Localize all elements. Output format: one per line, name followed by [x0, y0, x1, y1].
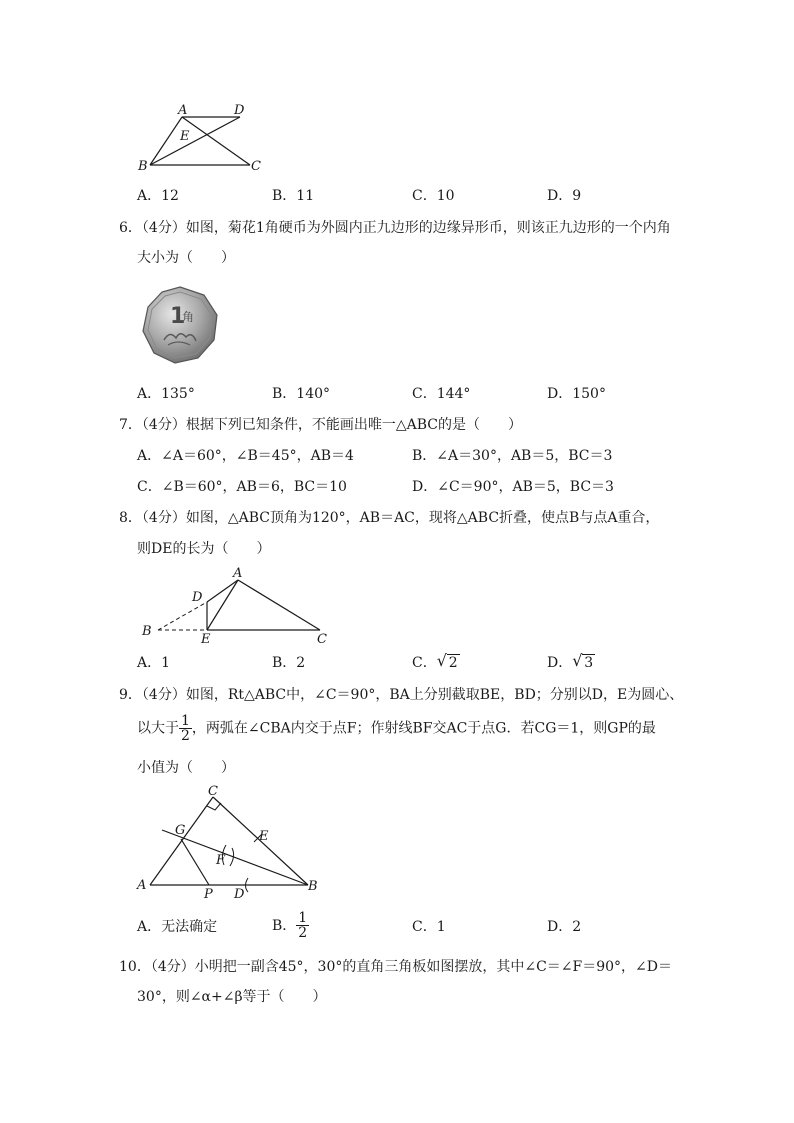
q8-option-d[interactable]	[547, 653, 595, 673]
q9-fraction-num: 1	[181, 713, 190, 729]
q5-option-b[interactable]: B．11	[272, 188, 315, 204]
q5-option-c[interactable]: C．10	[412, 188, 455, 204]
q8-option-d-sqrt: √ 3	[572, 651, 594, 671]
q8-label-c: C	[317, 632, 327, 647]
q8-option-b[interactable]: B．2	[272, 655, 306, 671]
q9-option-d[interactable]: D．2	[547, 919, 582, 935]
q8-option-c-radicand: 2	[448, 655, 458, 671]
q9-label-e: E	[259, 829, 269, 844]
q9-label-g: G	[175, 823, 186, 838]
q8-label-a: A	[233, 566, 243, 581]
q5-label-c: C	[251, 159, 261, 174]
q9-stem-line3: 小值为（ ）	[137, 760, 235, 776]
q9-option-b-num: 1	[298, 910, 308, 926]
coin-image	[140, 285, 220, 365]
q9-option-c[interactable]: C．1	[412, 919, 446, 935]
q8-label-b: B	[142, 624, 152, 639]
q8-label-e: E	[201, 632, 211, 647]
q9-label-a: A	[137, 878, 147, 893]
q6-stem-line2: 大小为（ ）	[137, 250, 235, 266]
q9-option-b-den: 2	[298, 925, 308, 941]
q9-fraction-den: 2	[181, 728, 190, 744]
q5-option-d[interactable]: D．9	[547, 188, 582, 204]
q8-option-d-prefix: D．	[547, 655, 573, 671]
q8-option-c-prefix: C．	[412, 655, 437, 671]
q10-stem-line2: 30°，则∠α+∠β等于（ ）	[137, 989, 327, 1005]
q9-label-d: D	[234, 887, 245, 902]
q6-stem-line1: 6．（4分）如图，菊花1角硬币为外圆内正九边形的边缘异形币，则该正九边形的一个内角	[119, 220, 671, 236]
q8-option-c[interactable]	[412, 653, 460, 673]
q5-option-a[interactable]: A．12	[137, 188, 179, 204]
q8-label-d: D	[192, 590, 203, 605]
q5-label-b: B	[138, 159, 148, 174]
q5-label-e: E	[180, 129, 190, 144]
q9-figure	[130, 782, 330, 902]
q5-figure	[130, 98, 280, 178]
q8-option-c-sqrt: √ 2	[436, 651, 458, 671]
q9-label-b: B	[308, 879, 318, 894]
q9-option-a[interactable]: A．无法确定	[137, 919, 218, 935]
q8-option-a[interactable]: A．1	[137, 655, 171, 671]
q9-label-p: P	[204, 887, 213, 902]
q7-option-a[interactable]: A．∠A＝60°，∠B＝45°，AB＝4	[137, 448, 354, 464]
q9-stem-line1: 9．（4分）如图，Rt△ABC中，∠C＝90°，BA上分别截取BE，BD；分别以D，E为圆心、	[119, 687, 684, 703]
q5-label-d: D	[234, 103, 245, 118]
q8-stem-line2: 则DE的长为（ ）	[137, 541, 271, 557]
q7-option-c[interactable]: C．∠B＝60°，AB＝6，BC＝10	[137, 479, 347, 495]
q9-label-f: F	[216, 853, 226, 868]
q7-option-b[interactable]: B．∠A＝30°，AB＝5，BC＝3	[412, 448, 613, 464]
q9-stem-line2-pre: 以大于	[137, 720, 179, 737]
q9-stem-line2-post: ，两弧在∠CBA内交于点F；作射线BF交AC于点G．若CG＝1，则GP的最	[191, 720, 656, 737]
q9-stem-line2	[137, 714, 656, 743]
q9-fraction	[179, 714, 192, 743]
q10-stem-line1: 10．（4分）小明把一副含45°，30°的直角三角板如图摆放，其中∠C＝∠F＝90°，∠D＝	[119, 959, 673, 975]
q8-option-d-radicand: 3	[584, 655, 594, 671]
coin-character: 角	[182, 310, 195, 324]
q9-label-c: C	[208, 784, 218, 799]
q7-stem: 7．（4分）根据下列已知条件，不能画出唯一△ABC的是（ ）	[119, 417, 522, 433]
coin-denomination: 1	[170, 304, 186, 329]
q6-option-d[interactable]: D．150°	[547, 386, 606, 402]
q5-label-a: A	[178, 103, 188, 118]
q9-option-b-prefix: B．	[272, 917, 297, 934]
q8-figure	[135, 565, 335, 650]
q8-stem-line1: 8．（4分）如图，△ABC顶角为120°，AB＝AC，现将△ABC折叠，使点B与点A重合，	[119, 510, 660, 526]
q9-option-b-fraction	[296, 911, 309, 940]
q6-option-b[interactable]: B．140°	[272, 386, 331, 402]
q9-option-b[interactable]	[272, 911, 309, 940]
q6-option-a[interactable]: A．135°	[137, 386, 195, 402]
q6-option-c[interactable]: C．144°	[412, 386, 471, 402]
q7-option-d[interactable]: D．∠C＝90°，AB＝5，BC＝3	[412, 479, 614, 495]
